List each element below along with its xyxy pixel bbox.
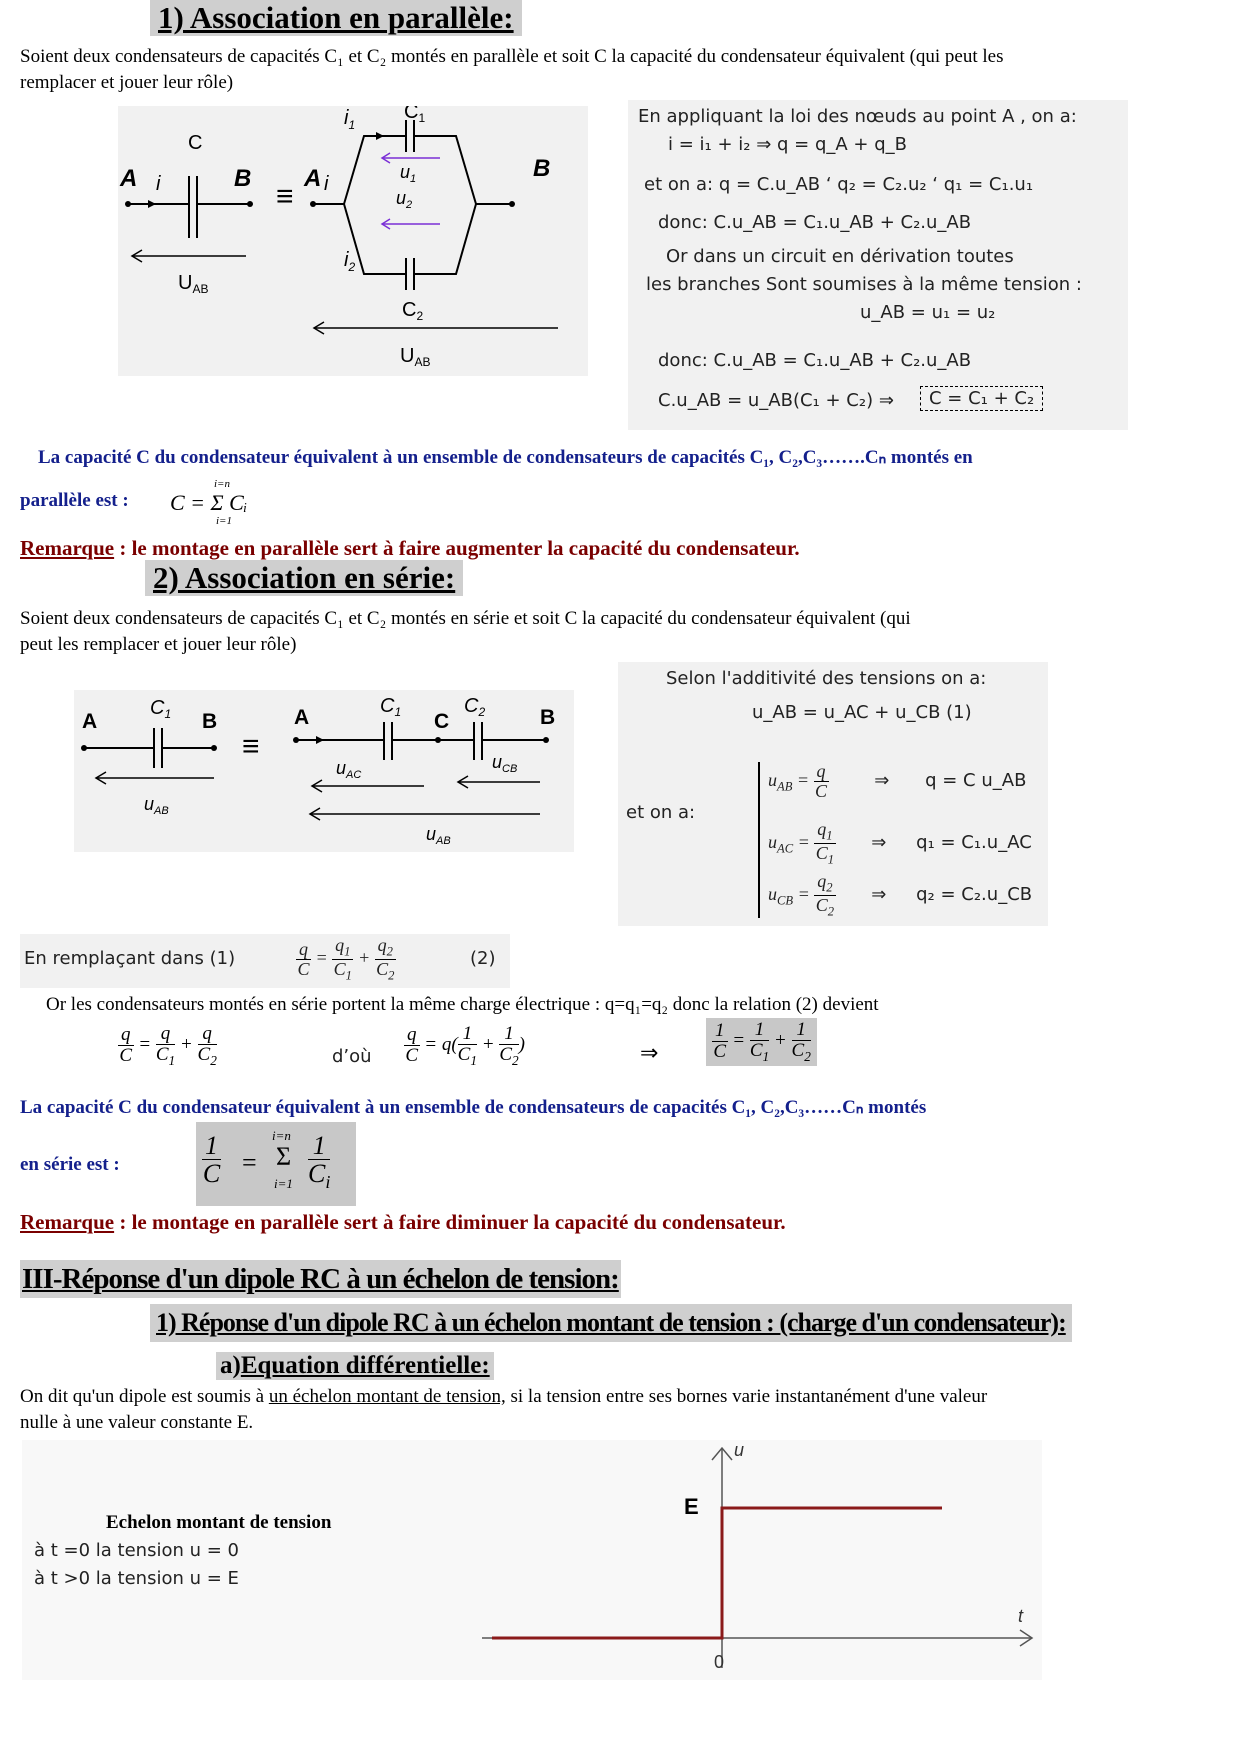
add-line2: u_AB = u_AC + u_CB (1) xyxy=(752,702,972,723)
label-B-left: B xyxy=(202,710,218,733)
replacing-formula: $\frac{q}{C}$ = $\frac{q_1}{C_1}$ + $\frac{q_2}{C_2}$ xyxy=(297,935,395,983)
brace-line xyxy=(758,762,760,918)
axis-label-u: u xyxy=(734,1440,745,1460)
label-uCB: $u_{CB}$ xyxy=(492,752,518,775)
add-row3: $u_{CB}$ = $\frac{q_2}{C_2}$ ⇒ q₂ = C₂.u_CB xyxy=(768,871,1033,919)
label-u1: $u_1$ xyxy=(400,162,417,185)
label-B-right: B xyxy=(533,155,551,182)
label-i-right: i xyxy=(324,173,329,195)
eq-q-over-C: $\frac{q}{C}$ = $\frac{q}{C_1}$ + $\frac{q}{C_2}$ xyxy=(119,1023,217,1068)
same-charge-text: Or les condensateurs montés en série portent la même charge électrique : q=q₁=q₂ donc la relation (2) devient xyxy=(46,994,879,1015)
step-graph-svg xyxy=(462,1440,1042,1680)
parallel-formula-top: i=n xyxy=(214,478,230,490)
parallel-circuit-svg xyxy=(118,106,588,376)
dou: d’où xyxy=(332,1046,372,1067)
parallel-remark-label: Remarque xyxy=(20,536,115,560)
parallel-formula-main: C = Σ Cᵢ xyxy=(170,490,248,515)
parallel-remark xyxy=(20,536,800,561)
sub-a-prefix: a) xyxy=(220,1352,241,1379)
deriv-line8: donc: C.u_AB = C₁.u_AB + C₂.u_AB xyxy=(658,350,972,371)
serie-remark-text: : le montage en parallèle sert à faire diminuer la capacité du condensateur. xyxy=(114,1210,786,1234)
section-title-rc: III-Réponse d'un dipole RC à un échelon de tension: xyxy=(20,1260,621,1298)
replacing-eq xyxy=(20,934,510,988)
deriv-line1: En appliquant la loi des nœuds au point A , on a: xyxy=(638,106,1077,127)
add-line1: Selon l'additivité des tensions on a: xyxy=(666,668,987,689)
sub-a-title: Equation différentielle: xyxy=(240,1352,490,1379)
label-UAB-left: $U_{AB}$ xyxy=(178,272,209,296)
graph-line2: à t >0 la tension u = E xyxy=(34,1568,239,1589)
label-E: E xyxy=(684,1494,699,1519)
label-C1-left: $C_1$ xyxy=(150,697,172,721)
parallel-formula-bottom: i=1 xyxy=(216,515,232,527)
intro-parallel xyxy=(20,44,1220,96)
def-line2: nulle à une valeur constante E. xyxy=(20,1412,254,1433)
label-A-right: A xyxy=(304,165,322,192)
label-u2: $u_2$ xyxy=(396,188,413,211)
intro-parallel-line1: Soient deux condensateurs de capacités C₁ et C₂ montés en parallèle et soit C la capacité du condensateur équivalent (qui peut les xyxy=(20,46,1004,67)
axis-label-0: 0 xyxy=(714,1652,725,1672)
add-row1: $u_{AB}$ = $\frac{q}{C}$ ⇒ q = C u_AB xyxy=(768,761,1027,801)
label-A-left: A xyxy=(82,710,98,733)
serie-additivity xyxy=(618,662,1048,926)
step-graph-panel xyxy=(22,1440,1042,1680)
label-i: i xyxy=(156,173,161,195)
serie-conclusion-line1: La capacité C du condensateur équivalent à un ensemble de condensateurs de capacités C₁, C₂,C₃……Cₙ montés xyxy=(20,1097,927,1118)
label-i2: $i_2$ xyxy=(344,249,356,274)
replacing-text: En remplaçant dans (1) xyxy=(24,948,236,969)
equiv-sign-serie: ≡ xyxy=(242,730,260,763)
intro-parallel-line2: remplacer et jouer leur rôle) xyxy=(20,72,234,93)
deriv-line7: u_AB = u₁ = u₂ xyxy=(860,302,996,323)
label-A-right: A xyxy=(294,706,310,729)
serie-remark xyxy=(20,1210,786,1235)
step-signal-line xyxy=(492,1508,942,1638)
serie-result-box: $\frac{1}{C}$ = $\frac{1}{C_1}$ + $\frac{1}{C_2}$ xyxy=(706,1018,817,1066)
eq2-label: (2) xyxy=(470,948,496,969)
section-title-parallel: 1) Association en parallèle: xyxy=(150,0,522,36)
label-uAB-right: $u_{AB}$ xyxy=(426,824,451,847)
intro-serie xyxy=(20,606,1220,658)
sub-a-heading xyxy=(216,1352,494,1380)
echelon-definition xyxy=(20,1384,1230,1436)
parallel-conclusion-line2: parallèle est : xyxy=(20,490,129,511)
deriv-line5: Or dans un circuit en dérivation toutes xyxy=(666,246,1014,267)
parallel-derivation xyxy=(628,100,1128,430)
equiv-sign: ≡ xyxy=(276,180,294,213)
deriv-line6: les branches Sont soumises à la même tension : xyxy=(646,274,1082,295)
label-B-right: B xyxy=(540,706,556,729)
implies-sign: ⇒ xyxy=(640,1040,659,1065)
def-part1: On dit qu'un dipole est soumis à xyxy=(20,1386,269,1407)
add-row3-result: q₂ = C₂.u_CB xyxy=(916,884,1033,906)
section-title-serie: 2) Association en série: xyxy=(145,560,463,596)
label-uAC: $u_{AC}$ xyxy=(336,758,362,781)
serie-diagram xyxy=(74,690,574,852)
label-A-left: A xyxy=(120,165,138,192)
label-C1-right: $C_1$ xyxy=(380,695,402,719)
label-C-node: C xyxy=(434,710,450,733)
parallel-remark-text: : le montage en parallèle sert à faire augmenter la capacité du condensateur. xyxy=(114,536,800,560)
deriv-result-box: C = C₁ + C₂ xyxy=(920,386,1043,411)
label-UAB-right: $U_{AB}$ xyxy=(400,345,431,369)
add-et-on-a: et on a: xyxy=(626,802,696,823)
serie-formula-bottom: i=1 xyxy=(274,1176,293,1191)
label-i1: $i_1$ xyxy=(344,107,356,132)
serie-formula-top: i=n xyxy=(272,1128,291,1143)
add-row2-result: q₁ = C₁.u_AC xyxy=(916,832,1032,854)
label-C: C xyxy=(188,132,203,154)
parallel-conclusion-line1: La capacité C du condensateur équivalent à un ensemble de condensateurs de capacités C₁, C₂,C₃…….Cₙ montés en xyxy=(38,447,973,468)
parallel-formula xyxy=(170,478,280,528)
deriv-line3: et on a: q = C.u_AB ‘ q₂ = C₂.u₂ ‘ q₁ = C₁.u₁ xyxy=(644,174,1034,195)
intro-serie-line1: Soient deux condensateurs de capacités C₁ et C₂ montés en série et soit C la capacité du condensateur équivalent (qui xyxy=(20,608,911,629)
serie-circuit-svg xyxy=(74,690,574,852)
eq-factor: $\frac{q}{C}$ = q( $\frac{1}{C_1}$ + $\frac{1}{C_2}$ ) xyxy=(405,1023,525,1068)
add-row2: $u_{AC}$ = $\frac{q_1}{C_1}$ ⇒ q₁ = C₁.u_AC xyxy=(768,819,1032,867)
intro-serie-line2: peut les remplacer et jouer leur rôle) xyxy=(20,634,297,655)
add-row1-result: q = C u_AB xyxy=(925,770,1027,792)
graph-line1: à t =0 la tension u = 0 xyxy=(34,1540,239,1561)
deriv-line4: donc: C.u_AB = C₁.u_AB + C₂.u_AB xyxy=(658,212,972,233)
serie-general-formula: $\frac{1}{C}$ = i=n Σ i=1 $\frac{1}{C_i}$ xyxy=(196,1122,356,1206)
subtitle-rc-charge: 1) Réponse d'un dipole RC à un échelon montant de tension : (charge d'un condensateur): xyxy=(150,1304,1072,1342)
label-C2-right: $C_2$ xyxy=(464,695,486,719)
label-C2: $C_2$ xyxy=(402,299,424,323)
axis-label-t: t xyxy=(1018,1606,1024,1626)
parallel-diagram xyxy=(118,106,588,376)
label-B-left: B xyxy=(234,165,252,192)
graph-title: Echelon montant de tension xyxy=(106,1512,332,1533)
def-underlined: un échelon montant de tension, xyxy=(268,1386,506,1407)
deriv-line9: C.u_AB = u_AB(C₁ + C₂) ⇒ xyxy=(658,390,894,411)
serie-remark-label: Remarque xyxy=(20,1210,115,1234)
label-C1: $C_1$ xyxy=(404,106,426,125)
def-part2: si la tension entre ses bornes varie instantanément d'une valeur xyxy=(505,1386,988,1407)
deriv-line2: i = i₁ + i₂ ⇒ q = q_A + q_B xyxy=(668,134,908,155)
label-uAB-left: $u_{AB}$ xyxy=(144,794,169,817)
serie-conclusion-line2: en série est : xyxy=(20,1154,120,1175)
